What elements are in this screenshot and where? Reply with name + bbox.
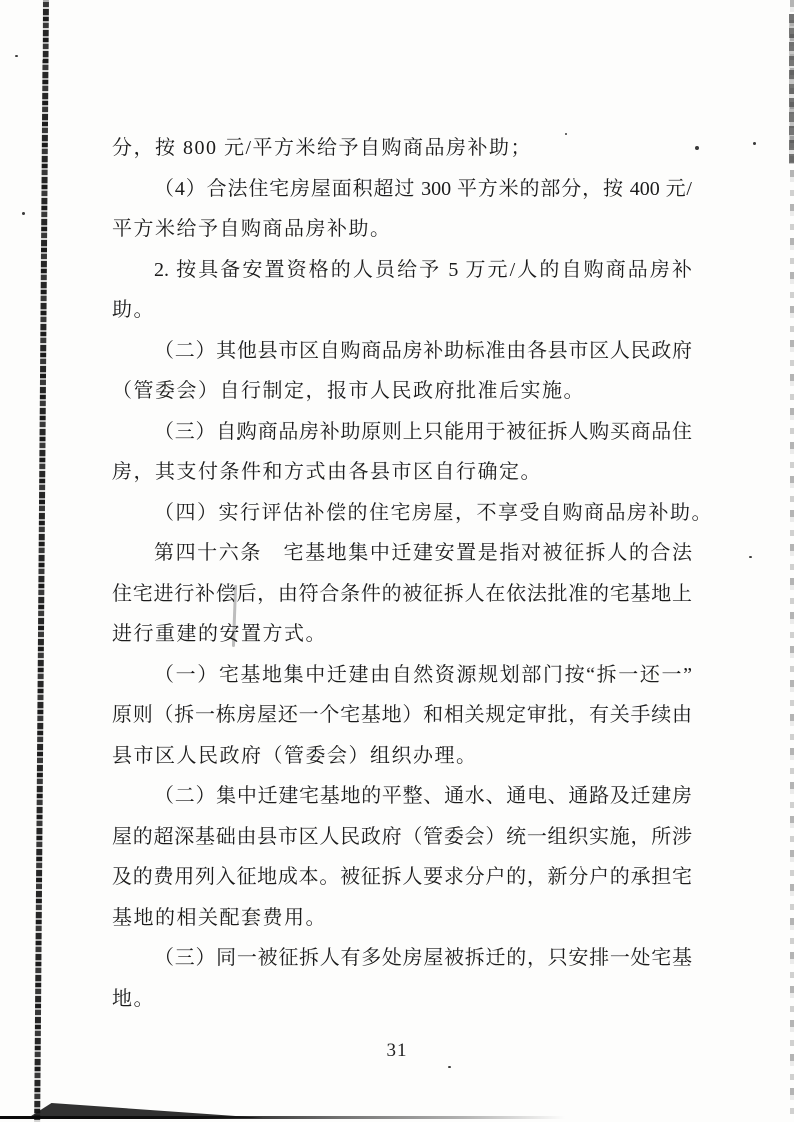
scan-speckle: [448, 1066, 451, 1068]
text-line: 及的费用列入征地成本。被征拆人要求分户的，新分户的承担宅: [112, 866, 692, 888]
scan-right-edge-band: [790, 0, 794, 1122]
text-line: （管委会）自行制定，报市人民政府批准后实施。: [112, 380, 585, 402]
scan-speckle: [749, 556, 752, 558]
text-line: 房，其支付条件和方式由各县市区自行确定。: [112, 461, 542, 483]
scan-speckle: [753, 142, 756, 145]
scan-band-taper: [40, 0, 43, 60]
page-number: 31: [386, 1040, 408, 1061]
scan-speckle: [15, 55, 18, 57]
text-line: 原则（拆一栋房屋还一个宅基地）和相关规定审批，有关手续由: [112, 704, 692, 726]
text-line: （二）其他县市区自购商品房补助标准由各县市区人民政府: [154, 339, 692, 362]
scan-speckle: [695, 146, 699, 150]
text-line: 县市区人民政府（管委会）组织办理。: [112, 744, 478, 767]
text-line: 平方米给予自购商品房补助。: [112, 218, 392, 240]
text-line: （4）合法住宅房屋面积超过 300 平方米的部分，按 400 元/: [154, 177, 692, 200]
text-line: 助。: [112, 299, 155, 321]
text-block: [112, 128, 713, 1019]
scan-bottom-edge-line: [0, 1116, 565, 1119]
text-line: 进行重建的安置方式。: [112, 623, 327, 645]
text-line: （二）集中迁建宅基地的平整、通水、通电、通路及迁建房: [154, 785, 692, 807]
text-line: 分，按 800 元/平方米给予自购商品房补助；: [112, 137, 533, 159]
text-line: 基地的相关配套费用。: [112, 906, 327, 929]
text-line: （一）宅基地集中迁建由自然资源规划部门按“拆一还一”: [154, 663, 692, 686]
scan-left-spine-band: [34, 0, 49, 1122]
text-line: 2. 按具备安置资格的人员给予 5 万元/人的自购商品房补: [154, 258, 692, 281]
scan-right-edge-band-top: [789, 14, 794, 164]
text-line: （三）同一被征拆人有多处房屋被拆迁的，只安排一处宅基: [154, 947, 692, 969]
text-line: 第四十六条 宅基地集中迁建安置是指对被征拆人的合法: [154, 542, 692, 564]
text-line: 住宅进行补偿后，由符合条件的被征拆人在依法批准的宅基地上: [112, 582, 692, 605]
text-line: 屋的超深基础由县市区人民政府（管委会）统一组织实施，所涉: [112, 825, 692, 848]
text-line: （三）自购商品房补助原则上只能用于被征拆人购买商品住: [154, 420, 692, 443]
scan-speckle: [22, 212, 25, 215]
text-line: 地。: [112, 987, 155, 1010]
text-line: （四）实行评估补偿的住宅房屋，不享受自购商品房补助。: [154, 501, 713, 524]
